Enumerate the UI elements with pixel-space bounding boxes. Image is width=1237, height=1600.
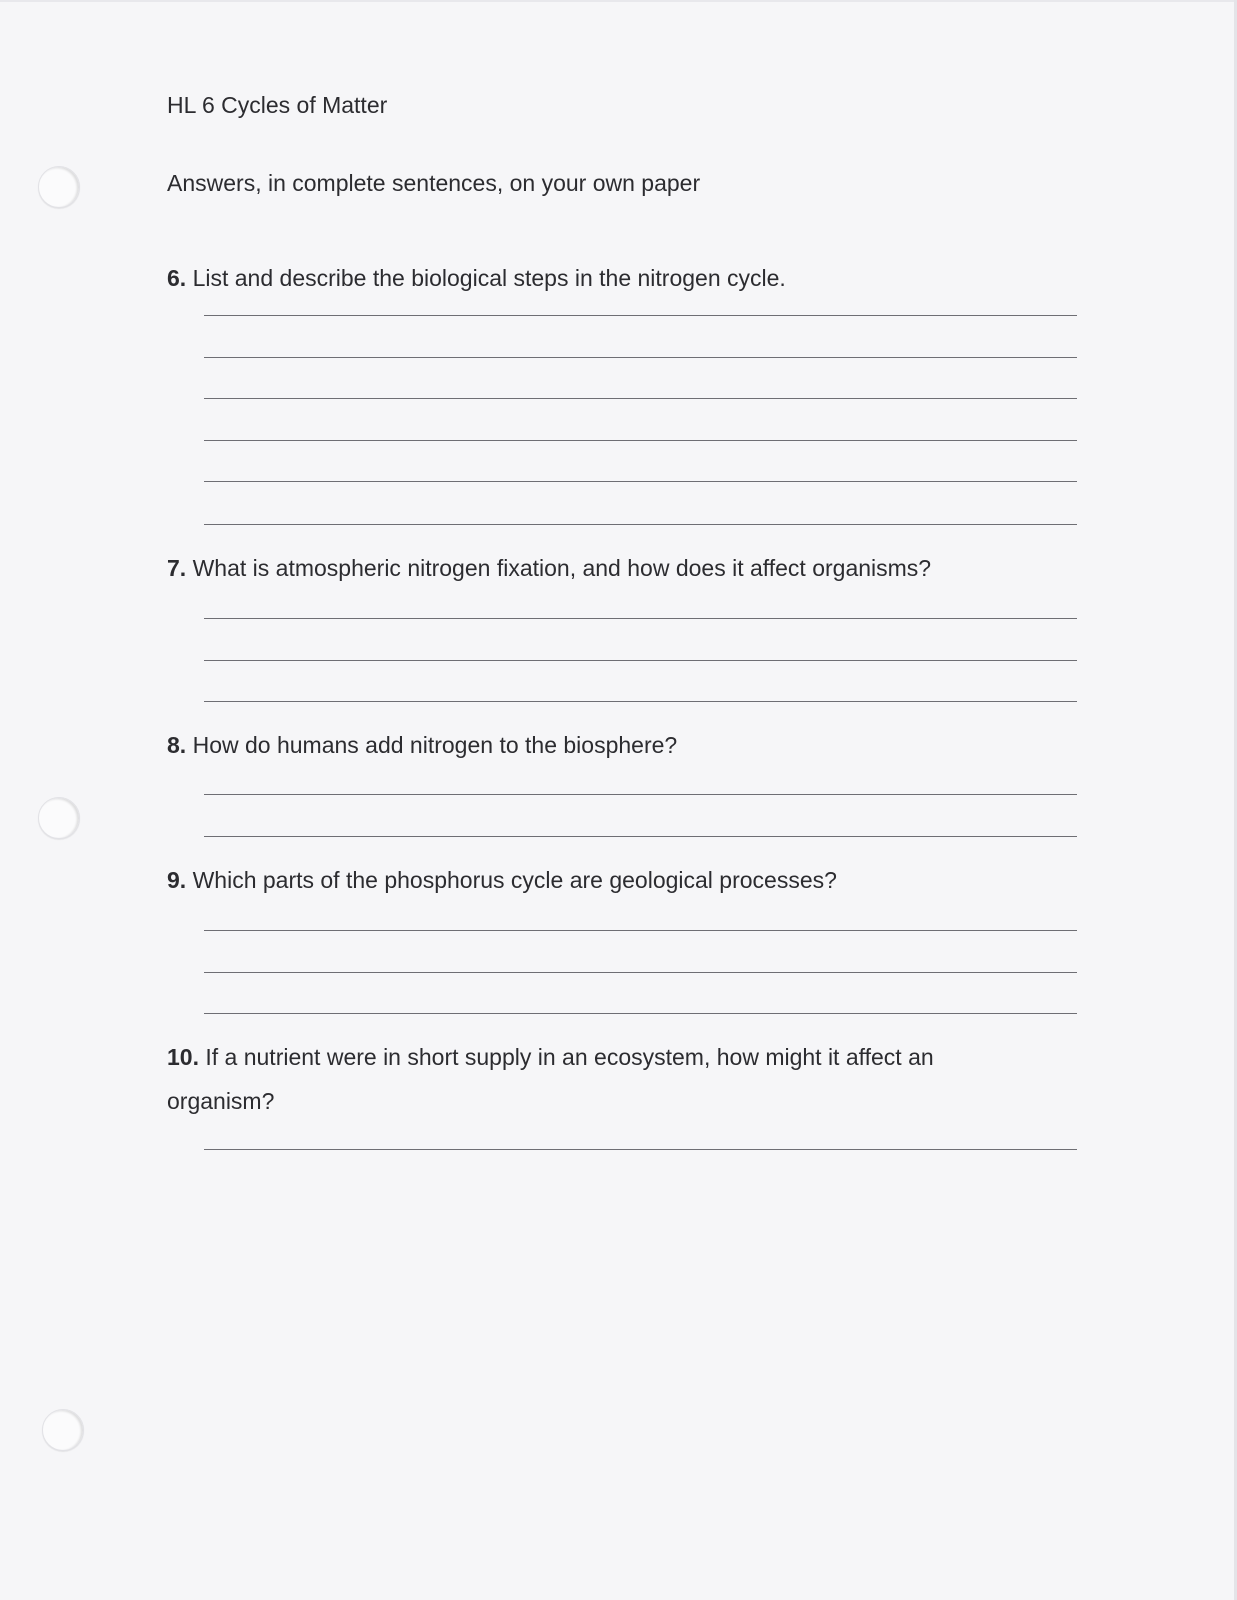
- question-9: [167, 858, 1067, 902]
- question-text: If a nutrient were in short supply in an ecosystem, how might it affect an organism?: [167, 1044, 934, 1114]
- answer-line[interactable]: [204, 972, 1077, 973]
- answer-line[interactable]: [204, 1013, 1077, 1014]
- question-7: [167, 546, 1067, 590]
- question-text: How do humans add nitrogen to the biosphere?: [186, 732, 678, 758]
- question-number: 7.: [167, 555, 187, 581]
- question-number: 6.: [167, 265, 187, 291]
- question-8: [167, 723, 1067, 767]
- answer-line[interactable]: [204, 660, 1077, 661]
- answer-line[interactable]: [204, 1149, 1077, 1150]
- question-10: [167, 1035, 1007, 1123]
- question-6: [167, 256, 1067, 300]
- answer-line[interactable]: [204, 440, 1077, 441]
- question-number: 10.: [167, 1044, 199, 1070]
- question-number: 9.: [167, 867, 187, 893]
- question-text: List and describe the biological steps in the nitrogen cycle.: [186, 265, 786, 291]
- punch-hole-top: [38, 166, 80, 208]
- answer-line[interactable]: [204, 794, 1077, 795]
- punch-hole-bottom: [42, 1409, 84, 1451]
- answer-line[interactable]: [204, 836, 1077, 837]
- worksheet-instructions: Answers, in complete sentences, on your own paper: [167, 170, 701, 196]
- answer-line[interactable]: [204, 315, 1077, 316]
- answer-line[interactable]: [204, 524, 1077, 525]
- question-text: What is atmospheric nitrogen fixation, and how does it affect organisms?: [186, 555, 932, 581]
- question-number: 8.: [167, 732, 187, 758]
- answer-line[interactable]: [204, 481, 1077, 482]
- answer-line[interactable]: [204, 930, 1077, 931]
- punch-hole-middle: [38, 797, 80, 839]
- page-top-edge: [0, 0, 1237, 2]
- answer-line[interactable]: [204, 357, 1077, 358]
- answer-line[interactable]: [204, 618, 1077, 619]
- question-text: Which parts of the phosphorus cycle are geological processes?: [186, 867, 837, 893]
- worksheet-title: HL 6 Cycles of Matter: [167, 92, 388, 118]
- answer-line[interactable]: [204, 701, 1077, 702]
- answer-line[interactable]: [204, 398, 1077, 399]
